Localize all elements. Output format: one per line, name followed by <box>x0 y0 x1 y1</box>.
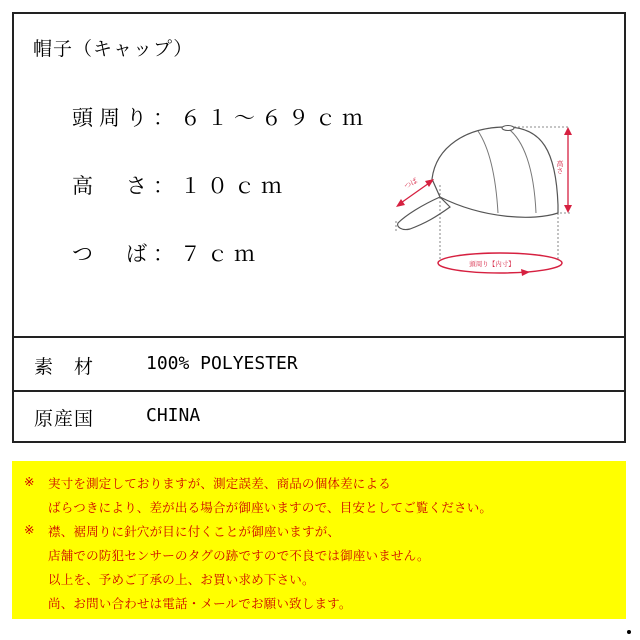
size-section <box>14 14 624 338</box>
material-label: 素 材 <box>34 356 95 378</box>
notice-line: ばらつきにより、差が出る場合が御座いますので、目安としてご覧ください。 <box>48 500 493 515</box>
spec-value: ７ｃｍ <box>180 242 261 266</box>
circumference-arrowhead <box>521 269 530 276</box>
cap-brim <box>398 197 450 230</box>
notice-line: 実寸を測定しておりますが、測定誤差、商品の個体差による <box>48 476 391 491</box>
material-section <box>14 338 624 392</box>
notice-box <box>12 461 626 619</box>
cap-button <box>502 126 514 131</box>
notice-mark: ※ <box>24 474 35 489</box>
notice-line: 店舗での防犯センサーのタグの跡ですので不良では御座いません。 <box>48 548 430 563</box>
height-label: 高さ <box>556 160 564 174</box>
circumference-label: 頭周り【内寸】 <box>469 260 515 268</box>
spec-label: 頭周り： <box>72 106 180 130</box>
spec-label: つ ば： <box>72 242 180 266</box>
origin-value: CHINA <box>146 405 201 426</box>
spec-value: ６１～６９ｃｍ <box>180 106 369 130</box>
cap-diagram <box>374 109 574 279</box>
product-title: 帽子（キャップ） <box>33 38 194 60</box>
notice-mark: ※ <box>24 522 35 537</box>
material-value: 100% POLYESTER <box>146 353 298 374</box>
spec-row-brim <box>72 238 261 268</box>
origin-label: 原産国 <box>34 408 95 430</box>
notice-line: 尚、お問い合わせは電話・メールでお願い致します。 <box>48 596 352 611</box>
notice-line: 襟、裾周りに針穴が目に付くことが御座いますが、 <box>48 524 341 539</box>
cap-crown <box>432 127 558 217</box>
corner-dot <box>627 630 631 634</box>
spec-sheet <box>12 12 626 443</box>
spec-row-height <box>72 170 288 200</box>
spec-label: 高 さ： <box>72 174 180 198</box>
notice-line: 以上を、予めご了承の上、お買い求め下さい。 <box>48 572 315 587</box>
origin-section <box>14 392 624 441</box>
spec-value: １０ｃｍ <box>180 174 288 198</box>
brim-label: つば <box>403 176 420 191</box>
spec-row-head-circumference <box>72 102 369 132</box>
